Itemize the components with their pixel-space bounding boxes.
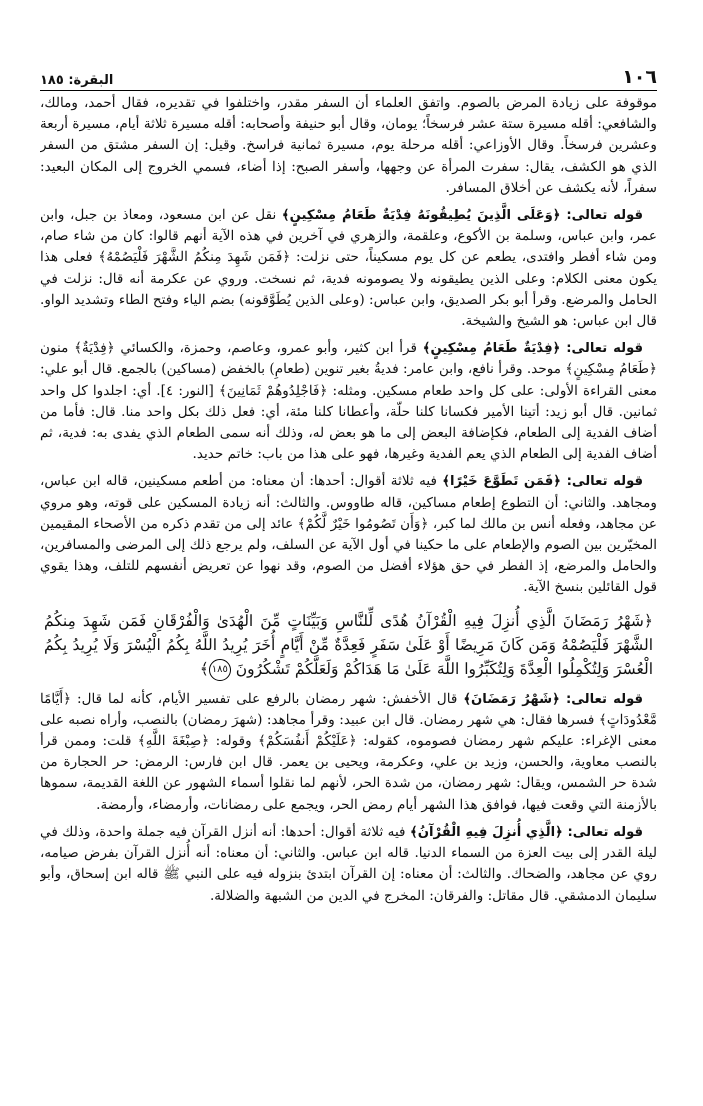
paragraph-6 — [40, 822, 657, 907]
page-number: ١٠٦ — [622, 66, 657, 88]
paragraph-lead: قوله تعالى: ﴿وَعَلَى الَّذِينَ يُطِيقُونَهُ فِدْيَةٌ طَعَامُ مِسْكِينٍ﴾ — [281, 208, 644, 224]
verse-number-marker: ١٨٥ — [209, 659, 231, 681]
paragraph-2 — [40, 205, 657, 332]
paragraph-text: قرأ ابن كثير، وأبو عمرو، وعاصم، وحمزة، والكسائي ﴿فِدْيَةٌ﴾ منون ﴿طَعَامُ مِسْكِينٍ﴾ موحد. وقرأ نافع، وابن عامر: فديةُ بغير تنوين (طعامِ) بالخفض (مساكين) بالجمع. قال أبو علي: معنى القراءة الأولى: على كل واحد طعام مسكين. ومثله: ﴿فَاجْلِدُوهُمْ ثَمَانِينَ﴾ [النور: ٤]. أي: اجلدوا كل واحد ثمانين. قال أبو زيد: أتينا الأمير فكسانا كلنا حلّة، وأعطانا كلنا مئة، أي: فعل ذلك بكل واحد منا. قال: فأما من أضاف الفدية إلى الطعام، فكإضافة البعض إلى ما هو بعض له، وذلك أنه سمى الطعام الذي يفدى به: فدية، ثم أضاف الفدية إلى الطعام الذي يعم الفدية وغيرها، فهو على هذا من باب: خاتم حديد. — [40, 340, 657, 463]
paragraph-lead: قوله تعالى: ﴿فَمَن تَطَوَّعَ خَيْرًا﴾ — [442, 474, 643, 490]
paragraph-5 — [40, 689, 657, 816]
verse-close-bracket: ﴾ — [199, 659, 209, 678]
paragraph-4 — [40, 471, 657, 598]
quran-verse-block — [40, 607, 657, 683]
paragraph-lead: قوله تعالى: ﴿شَهْرُ رَمَضَانَ﴾ — [463, 691, 643, 707]
paragraph-text: موقوفة على زيادة المرض بالصوم. واتفق العلماء أن السفر مقدر، واختلفوا في تقديره، فقال أحمد، ومالك، والشافعي: أقله مسيرة ستة عشر فرسخاً؛ يومان، وقال أبو حنيفة وأصحابه: أقله مسيرة ثلاثة أيام، مسيرة أربعة وعشرين فرسخاً. وقال الأوزاعي: أقله مرحلة يوم، مسيرة ثمانية فراسخ. وقيل: إن السفر مشتق من السفر الذي هو الكشف، يقال: سفرت المرأة عن وجهها، وأسفر الصبح: إذا أضاء، فسمي الخروج إلى المكان البعيد: سفراً، لأنه يكشف عن أخلاق المسافر. — [40, 95, 657, 196]
page-header — [40, 62, 657, 88]
paragraph-text: فيه ثلاثة أقوال: أحدها: أن معناه: من أطعم مسكينين، قاله ابن عباس، ومجاهد. والثاني: أن التطوع إطعام مساكين، قاله طاووس. والثالث: أنه زيادة المسكين على قوته، وهو مروي عن مجاهد، وفعله أنس بن مالك لما كبر، ﴿وَأَن تَصُومُوا خَيْرٌ لَّكُمْ﴾ عائد إلى من تقدم ذكره من الأصحاء المقيمين المخيّرين بين الصوم والإطعام على ما حكينا في أول الآية عن السلف، ولم يرجع ذلك إلى المرضى والمسافرين، والحامل والمرضع، إذ الفطر في حق هؤلاء أفضل من الصوم، وقد نهوا عن تعريض أنفسهم للتلف، وهذا يقوي قول القائلين بنسخ الآية. — [40, 473, 657, 596]
paragraph-text: نقل عن ابن مسعود، ومعاذ بن جبل، وابن عمر، وابن عباس، وسلمة بن الأكوع، وعلقمة، والزهري في آخرين في هذه الآية أنهم قالوا: كان من شاء صام، ومن شاء أفطر وافتدى، يطعم عن كل يوم مسكيناً، حتى نزلت: ﴿فَمَن شَهِدَ مِنكُمُ الشَّهْرَ فَلْيَصُمْهُ﴾ فعلى هذا يكون معنى الكلام: وعلى الذين يطيقونه ولا يصومونه فدية، ثم نسخت. وروي عن عكرمة أنه قال: نزلت في الحامل والمرضع. وقرأ أبو بكر الصديق، وابن عباس: (وعلى الذين يُطَوَّقونه) بضم الياء وفتح الطاء وتشديد الواو. قال ابن عباس: هو الشيخ والشيخة. — [40, 207, 657, 330]
paragraph-text: قال الأخفش: شهر رمضان بالرفع على تفسير الأيام، كأنه لما قال: ﴿أَيَّامًا مَّعْدُودَاتٍ﴾ فسرها فقال: هي شهر رمضان. قال ابن عبيد: وقرأ مجاهد: (شهرَ رمضان) بالنصب، وأراه نصبه على معنى الإغراء: عليكم شهر رمضان فصوموه، كقوله: ﴿عَلَيْكُمْ أَنفُسَكُمْ﴾ وقوله: ﴿صِبْغَةَ اللَّهِ﴾ قلت: وممن قرأ بالنصب معاوية، والحسن، وزيد بن علي، وعكرمة، ويحيى بن يعمر. قال ابن فارس: الرمض: حر الحجارة من شدة حر الشمس، ويقال: شهر رمضان، من شدة الحر، لأنهم لما نقلوا أسماء الشهور عن اللغة القديمة، سموها بالأزمنة التي وقعت فيها، فوافق هذا الشهر أيام رمض الحر، ويجمع على رمضانات، وأرمضاء، وأرمضة. — [40, 690, 657, 813]
paragraph-text: فيه ثلاثة أقوال: أحدها: أنه أنزل القرآن فيه جملة واحدة، وذلك في ليلة القدر إلى بيت العزة من السماء الدنيا. قاله ابن عباس. والثاني: أن معناه: أنه أُنزل القرآن بفرض صيامه، روي عن مجاهد، والضحاك. والثالث: أن معناه: إن القرآن ابتدئ بنزوله فيه على النبي ﷺ قاله ابن إسحاق، وأبو سليمان الدمشقي. قال مقاتل: والفرقان: المخرج في الدين من الشبهة والضلالة. — [40, 823, 657, 904]
page-body — [40, 93, 657, 1092]
paragraph-lead: قوله تعالى: ﴿الَّذِي أُنزِلَ فِيهِ الْقُرْآنُ﴾ — [410, 824, 643, 840]
verse-text: ﴿شَهْرُ رَمَضَانَ الَّذِي أُنزِلَ فِيهِ الْقُرْآنُ هُدًى لِّلنَّاسِ وَبَيِّنَاتٍ مِّنَ الْهُدَىٰ وَالْفُرْقَانِ فَمَن شَهِدَ مِنكُمُ الشَّهْرَ فَلْيَصُمْهُ وَمَن كَانَ مَرِيضًا أَوْ عَلَىٰ سَفَرٍ فَعِدَّةٌ مِّنْ أَيَّامٍ أُخَرَ يُرِيدُ اللَّهُ بِكُمُ الْيُسْرَ وَلَا يُرِيدُ بِكُمُ الْعُسْرَ وَلِتُكْمِلُوا الْعِدَّةَ وَلِتُكَبِّرُوا اللَّهَ عَلَىٰ مَا هَدَاكُمْ وَلَعَلَّكُمْ تَشْكُرُونَ — [44, 611, 653, 678]
surah-reference: البقرة: ١٨٥ — [40, 73, 114, 88]
paragraph-lead: قوله تعالى: ﴿فِدْيَةٌ طَعَامُ مِسْكِينٍ﴾ — [422, 341, 643, 357]
header-rule — [40, 90, 657, 91]
paragraph-3 — [40, 338, 657, 465]
paragraph-1 — [40, 93, 657, 199]
